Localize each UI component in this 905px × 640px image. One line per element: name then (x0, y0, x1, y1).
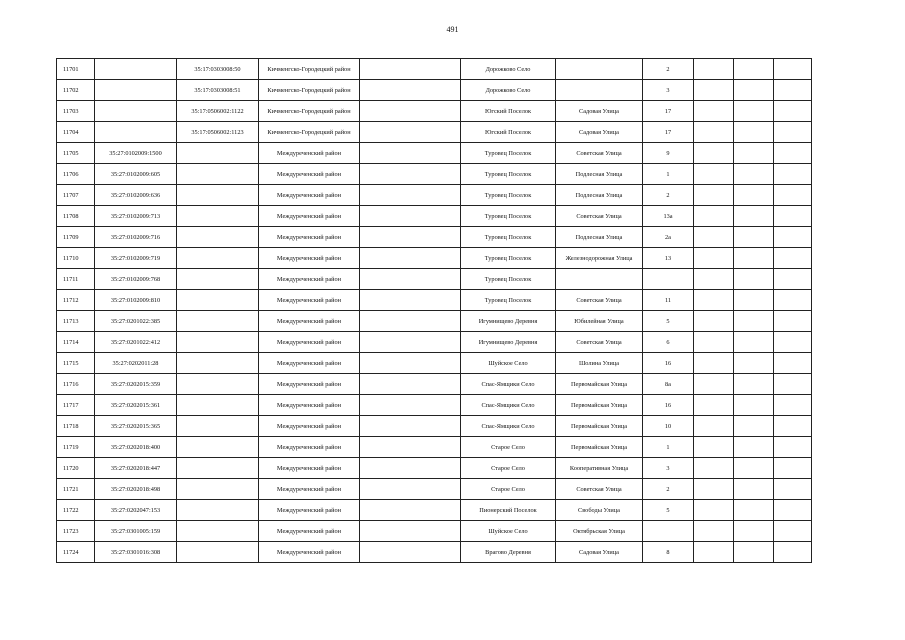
settlement-cell: Врагово Деревня (461, 542, 556, 563)
district-cell: Междуреченский район (259, 206, 360, 227)
locality-blank-cell (360, 80, 461, 101)
cadastral-number-alt-cell (177, 374, 259, 395)
street-cell: Первомайская Улица (556, 374, 643, 395)
cadastral-number-cell: 35:27:0202015:365 (95, 416, 177, 437)
cadastral-number-cell: 35:27:0102009:768 (95, 269, 177, 290)
street-cell: Советская Улица (556, 479, 643, 500)
extra-col-1-cell (694, 227, 734, 248)
district-cell: Междуреченский район (259, 374, 360, 395)
street-cell: Свободы Улица (556, 500, 643, 521)
district-cell: Междуреченский район (259, 395, 360, 416)
cadastral-number-cell: 35:27:0202018:400 (95, 437, 177, 458)
locality-blank-cell (360, 206, 461, 227)
table-row (57, 542, 812, 563)
cadastral-number-cell (95, 101, 177, 122)
district-cell: Междуреченский район (259, 164, 360, 185)
street-cell (556, 59, 643, 80)
extra-col-1-cell (694, 395, 734, 416)
extra-col-1-cell (694, 500, 734, 521)
extra-col-1-cell (694, 59, 734, 80)
cadastral-number-cell: 35:27:0102009:810 (95, 290, 177, 311)
street-cell (556, 80, 643, 101)
extra-col-3-cell (774, 248, 812, 269)
row-number-cell: 11718 (57, 416, 95, 437)
extra-col-2-cell (734, 332, 774, 353)
cadastral-number-cell: 35:27:0202047:153 (95, 500, 177, 521)
cadastral-number-alt-cell: 35:17:0303008:51 (177, 80, 259, 101)
house-number-cell (643, 521, 694, 542)
locality-blank-cell (360, 248, 461, 269)
extra-col-1-cell (694, 80, 734, 101)
cadastral-number-alt-cell (177, 395, 259, 416)
table-row (57, 479, 812, 500)
cadastral-number-alt-cell: 35:17:0506002:1122 (177, 101, 259, 122)
extra-col-1-cell (694, 374, 734, 395)
house-number-cell: 16 (643, 395, 694, 416)
locality-blank-cell (360, 521, 461, 542)
extra-col-3-cell (774, 290, 812, 311)
house-number-cell: 1 (643, 437, 694, 458)
row-number-cell: 11721 (57, 479, 95, 500)
settlement-cell: Туровец Поселок (461, 269, 556, 290)
extra-col-3-cell (774, 437, 812, 458)
house-number-cell: 3 (643, 458, 694, 479)
table-row (57, 101, 812, 122)
table-row (57, 290, 812, 311)
cadastral-number-cell: 35:27:0102009:716 (95, 227, 177, 248)
house-number-cell: 2 (643, 59, 694, 80)
settlement-cell: Старое Село (461, 458, 556, 479)
street-cell: Подлесная Улица (556, 227, 643, 248)
district-cell: Междуреченский район (259, 311, 360, 332)
extra-col-3-cell (774, 353, 812, 374)
table-row (57, 185, 812, 206)
cadastral-number-alt-cell (177, 479, 259, 500)
house-number-cell: 2 (643, 185, 694, 206)
extra-col-3-cell (774, 458, 812, 479)
row-number-cell: 11707 (57, 185, 95, 206)
cadastral-number-alt-cell (177, 311, 259, 332)
street-cell: Железнодорожная Улица (556, 248, 643, 269)
extra-col-3-cell (774, 227, 812, 248)
cadastral-number-cell: 35:27:0202011:28 (95, 353, 177, 374)
cadastral-number-cell: 35:27:0301005:159 (95, 521, 177, 542)
extra-col-1-cell (694, 269, 734, 290)
extra-col-2-cell (734, 227, 774, 248)
registry-table (56, 58, 812, 563)
cadastral-number-cell: 35:27:0202018:498 (95, 479, 177, 500)
district-cell: Кичменгско-Городецкий район (259, 59, 360, 80)
house-number-cell: 11 (643, 290, 694, 311)
row-number-cell: 11705 (57, 143, 95, 164)
house-number-cell: 1 (643, 164, 694, 185)
locality-blank-cell (360, 458, 461, 479)
district-cell: Междуреченский район (259, 248, 360, 269)
cadastral-number-alt-cell (177, 500, 259, 521)
house-number-cell (643, 269, 694, 290)
row-number-cell: 11723 (57, 521, 95, 542)
locality-blank-cell (360, 59, 461, 80)
house-number-cell: 13 (643, 248, 694, 269)
street-cell: Советская Улица (556, 332, 643, 353)
district-cell: Кичменгско-Городецкий район (259, 122, 360, 143)
extra-col-2-cell (734, 122, 774, 143)
cadastral-number-alt-cell (177, 248, 259, 269)
table-row (57, 59, 812, 80)
extra-col-1-cell (694, 479, 734, 500)
street-cell: Первомайская Улица (556, 437, 643, 458)
table-row (57, 374, 812, 395)
table-row (57, 122, 812, 143)
extra-col-2-cell (734, 269, 774, 290)
district-cell: Междуреченский район (259, 290, 360, 311)
house-number-cell: 2а (643, 227, 694, 248)
extra-col-2-cell (734, 374, 774, 395)
cadastral-number-cell (95, 80, 177, 101)
row-number-cell: 11711 (57, 269, 95, 290)
house-number-cell: 9 (643, 143, 694, 164)
extra-col-3-cell (774, 143, 812, 164)
locality-blank-cell (360, 143, 461, 164)
extra-col-2-cell (734, 311, 774, 332)
house-number-cell: 8 (643, 542, 694, 563)
district-cell: Междуреченский район (259, 227, 360, 248)
extra-col-3-cell (774, 500, 812, 521)
row-number-cell: 11704 (57, 122, 95, 143)
extra-col-3-cell (774, 542, 812, 563)
extra-col-2-cell (734, 248, 774, 269)
extra-col-2-cell (734, 479, 774, 500)
cadastral-number-cell: 35:27:0102009:605 (95, 164, 177, 185)
cadastral-number-alt-cell (177, 206, 259, 227)
house-number-cell: 17 (643, 122, 694, 143)
house-number-cell: 6 (643, 332, 694, 353)
table-row (57, 458, 812, 479)
extra-col-3-cell (774, 206, 812, 227)
district-cell: Междуреченский район (259, 542, 360, 563)
district-cell: Кичменгско-Городецкий район (259, 80, 360, 101)
cadastral-number-cell: 35:27:0201022:412 (95, 332, 177, 353)
street-cell: Подлесная Улица (556, 164, 643, 185)
settlement-cell: Туровец Поселок (461, 164, 556, 185)
locality-blank-cell (360, 269, 461, 290)
house-number-cell: 5 (643, 311, 694, 332)
district-cell: Междуреченский район (259, 521, 360, 542)
settlement-cell: Югский Поселок (461, 122, 556, 143)
settlement-cell: Туровец Поселок (461, 206, 556, 227)
locality-blank-cell (360, 500, 461, 521)
cadastral-number-cell: 35:27:0102009:1500 (95, 143, 177, 164)
cadastral-number-cell: 35:27:0102009:719 (95, 248, 177, 269)
extra-col-1-cell (694, 458, 734, 479)
locality-blank-cell (360, 290, 461, 311)
extra-col-1-cell (694, 437, 734, 458)
extra-col-1-cell (694, 206, 734, 227)
extra-col-2-cell (734, 437, 774, 458)
settlement-cell: Туровец Поселок (461, 290, 556, 311)
cadastral-number-alt-cell (177, 143, 259, 164)
locality-blank-cell (360, 185, 461, 206)
row-number-cell: 11706 (57, 164, 95, 185)
extra-col-3-cell (774, 164, 812, 185)
row-number-cell: 11719 (57, 437, 95, 458)
street-cell (556, 269, 643, 290)
street-cell: Первомайская Улица (556, 416, 643, 437)
locality-blank-cell (360, 353, 461, 374)
extra-col-3-cell (774, 416, 812, 437)
house-number-cell: 16 (643, 353, 694, 374)
settlement-cell: Дорожково Село (461, 59, 556, 80)
row-number-cell: 11703 (57, 101, 95, 122)
cadastral-number-alt-cell (177, 458, 259, 479)
house-number-cell: 13а (643, 206, 694, 227)
locality-blank-cell (360, 164, 461, 185)
extra-col-3-cell (774, 311, 812, 332)
locality-blank-cell (360, 311, 461, 332)
extra-col-1-cell (694, 353, 734, 374)
cadastral-number-alt-cell: 35:17:0303008:50 (177, 59, 259, 80)
cadastral-number-alt-cell: 35:17:0506002:1123 (177, 122, 259, 143)
district-cell: Междуреченский район (259, 437, 360, 458)
district-cell: Междуреченский район (259, 143, 360, 164)
settlement-cell: Шуйское Село (461, 353, 556, 374)
row-number-cell: 11720 (57, 458, 95, 479)
extra-col-1-cell (694, 143, 734, 164)
district-cell: Междуреченский район (259, 353, 360, 374)
settlement-cell: Туровец Поселок (461, 185, 556, 206)
extra-col-2-cell (734, 164, 774, 185)
locality-blank-cell (360, 332, 461, 353)
house-number-cell: 10 (643, 416, 694, 437)
cadastral-number-alt-cell (177, 437, 259, 458)
row-number-cell: 11710 (57, 248, 95, 269)
extra-col-1-cell (694, 248, 734, 269)
extra-col-1-cell (694, 542, 734, 563)
table-row (57, 395, 812, 416)
street-cell: Садовая Улица (556, 542, 643, 563)
table-row (57, 80, 812, 101)
settlement-cell: Пионерский Поселок (461, 500, 556, 521)
district-cell: Междуреченский район (259, 458, 360, 479)
extra-col-2-cell (734, 542, 774, 563)
street-cell: Шолина Улица (556, 353, 643, 374)
locality-blank-cell (360, 101, 461, 122)
extra-col-2-cell (734, 353, 774, 374)
table-row (57, 521, 812, 542)
extra-col-2-cell (734, 80, 774, 101)
cadastral-number-alt-cell (177, 542, 259, 563)
settlement-cell: Спас-Ямщики Село (461, 416, 556, 437)
street-cell: Юбилейная Улица (556, 311, 643, 332)
extra-col-1-cell (694, 290, 734, 311)
extra-col-2-cell (734, 59, 774, 80)
table-row (57, 332, 812, 353)
settlement-cell: Туровец Поселок (461, 248, 556, 269)
locality-blank-cell (360, 374, 461, 395)
cadastral-number-alt-cell (177, 227, 259, 248)
extra-col-3-cell (774, 122, 812, 143)
extra-col-3-cell (774, 269, 812, 290)
table-row (57, 353, 812, 374)
settlement-cell: Туровец Поселок (461, 143, 556, 164)
extra-col-3-cell (774, 80, 812, 101)
settlement-cell: Туровец Поселок (461, 227, 556, 248)
street-cell: Садовая Улица (556, 122, 643, 143)
table-row (57, 248, 812, 269)
extra-col-1-cell (694, 101, 734, 122)
cadastral-number-cell: 35:27:0102009:713 (95, 206, 177, 227)
extra-col-3-cell (774, 395, 812, 416)
row-number-cell: 11712 (57, 290, 95, 311)
extra-col-2-cell (734, 500, 774, 521)
extra-col-2-cell (734, 458, 774, 479)
table-row (57, 143, 812, 164)
extra-col-1-cell (694, 416, 734, 437)
page-number: 491 (446, 25, 459, 34)
cadastral-number-alt-cell (177, 416, 259, 437)
street-cell: Кооперативная Улица (556, 458, 643, 479)
extra-col-3-cell (774, 332, 812, 353)
locality-blank-cell (360, 395, 461, 416)
district-cell: Междуреченский район (259, 269, 360, 290)
street-cell: Подлесная Улица (556, 185, 643, 206)
district-cell: Междуреченский район (259, 500, 360, 521)
house-number-cell: 8а (643, 374, 694, 395)
row-number-cell: 11708 (57, 206, 95, 227)
extra-col-2-cell (734, 521, 774, 542)
extra-col-3-cell (774, 479, 812, 500)
cadastral-number-alt-cell (177, 269, 259, 290)
street-cell: Советская Улица (556, 206, 643, 227)
extra-col-3-cell (774, 374, 812, 395)
house-number-cell: 2 (643, 479, 694, 500)
table-row (57, 416, 812, 437)
locality-blank-cell (360, 479, 461, 500)
locality-blank-cell (360, 416, 461, 437)
row-number-cell: 11716 (57, 374, 95, 395)
district-cell: Междуреченский район (259, 416, 360, 437)
table-row (57, 206, 812, 227)
extra-col-1-cell (694, 311, 734, 332)
extra-col-3-cell (774, 185, 812, 206)
table-row (57, 227, 812, 248)
cadastral-number-cell: 35:27:0202015:359 (95, 374, 177, 395)
row-number-cell: 11722 (57, 500, 95, 521)
row-number-cell: 11701 (57, 59, 95, 80)
street-cell: Первомайская Улица (556, 395, 643, 416)
locality-blank-cell (360, 437, 461, 458)
locality-blank-cell (360, 122, 461, 143)
settlement-cell: Спас-Ямщики Село (461, 374, 556, 395)
table-row (57, 311, 812, 332)
cadastral-number-cell (95, 59, 177, 80)
settlement-cell: Старое Село (461, 479, 556, 500)
street-cell: Советская Улица (556, 143, 643, 164)
cadastral-number-alt-cell (177, 521, 259, 542)
extra-col-1-cell (694, 122, 734, 143)
extra-col-3-cell (774, 59, 812, 80)
cadastral-number-cell: 35:27:0301016:308 (95, 542, 177, 563)
row-number-cell: 11702 (57, 80, 95, 101)
extra-col-1-cell (694, 164, 734, 185)
cadastral-number-alt-cell (177, 332, 259, 353)
extra-col-2-cell (734, 416, 774, 437)
district-cell: Междуреченский район (259, 185, 360, 206)
row-number-cell: 11713 (57, 311, 95, 332)
settlement-cell: Дорожково Село (461, 80, 556, 101)
row-number-cell: 11717 (57, 395, 95, 416)
extra-col-3-cell (774, 521, 812, 542)
extra-col-2-cell (734, 206, 774, 227)
row-number-cell: 11715 (57, 353, 95, 374)
extra-col-2-cell (734, 185, 774, 206)
extra-col-2-cell (734, 395, 774, 416)
extra-col-1-cell (694, 521, 734, 542)
cadastral-number-alt-cell (177, 353, 259, 374)
row-number-cell: 11724 (57, 542, 95, 563)
extra-col-2-cell (734, 101, 774, 122)
cadastral-number-alt-cell (177, 164, 259, 185)
cadastral-number-cell: 35:27:0201022:385 (95, 311, 177, 332)
locality-blank-cell (360, 227, 461, 248)
cadastral-number-cell: 35:27:0202018:447 (95, 458, 177, 479)
cadastral-number-alt-cell (177, 290, 259, 311)
settlement-cell: Спас-Ямщики Село (461, 395, 556, 416)
extra-col-2-cell (734, 143, 774, 164)
table-row (57, 437, 812, 458)
district-cell: Междуреченский район (259, 479, 360, 500)
cadastral-number-cell (95, 122, 177, 143)
settlement-cell: Игумнищево Деревня (461, 311, 556, 332)
cadastral-number-cell: 35:27:0202015:361 (95, 395, 177, 416)
table-row (57, 500, 812, 521)
row-number-cell: 11714 (57, 332, 95, 353)
extra-col-1-cell (694, 332, 734, 353)
table-row (57, 164, 812, 185)
cadastral-number-cell: 35:27:0102009:636 (95, 185, 177, 206)
extra-col-1-cell (694, 185, 734, 206)
locality-blank-cell (360, 542, 461, 563)
settlement-cell: Старое Село (461, 437, 556, 458)
district-cell: Междуреченский район (259, 332, 360, 353)
cadastral-number-alt-cell (177, 185, 259, 206)
street-cell: Садовая Улица (556, 101, 643, 122)
extra-col-2-cell (734, 290, 774, 311)
house-number-cell: 3 (643, 80, 694, 101)
settlement-cell: Шуйское Село (461, 521, 556, 542)
table-row (57, 269, 812, 290)
street-cell: Советская Улица (556, 290, 643, 311)
street-cell: Октябрьская Улица (556, 521, 643, 542)
extra-col-3-cell (774, 101, 812, 122)
district-cell: Кичменгско-Городецкий район (259, 101, 360, 122)
row-number-cell: 11709 (57, 227, 95, 248)
settlement-cell: Югский Поселок (461, 101, 556, 122)
house-number-cell: 17 (643, 101, 694, 122)
house-number-cell: 5 (643, 500, 694, 521)
settlement-cell: Игумнищево Деревня (461, 332, 556, 353)
